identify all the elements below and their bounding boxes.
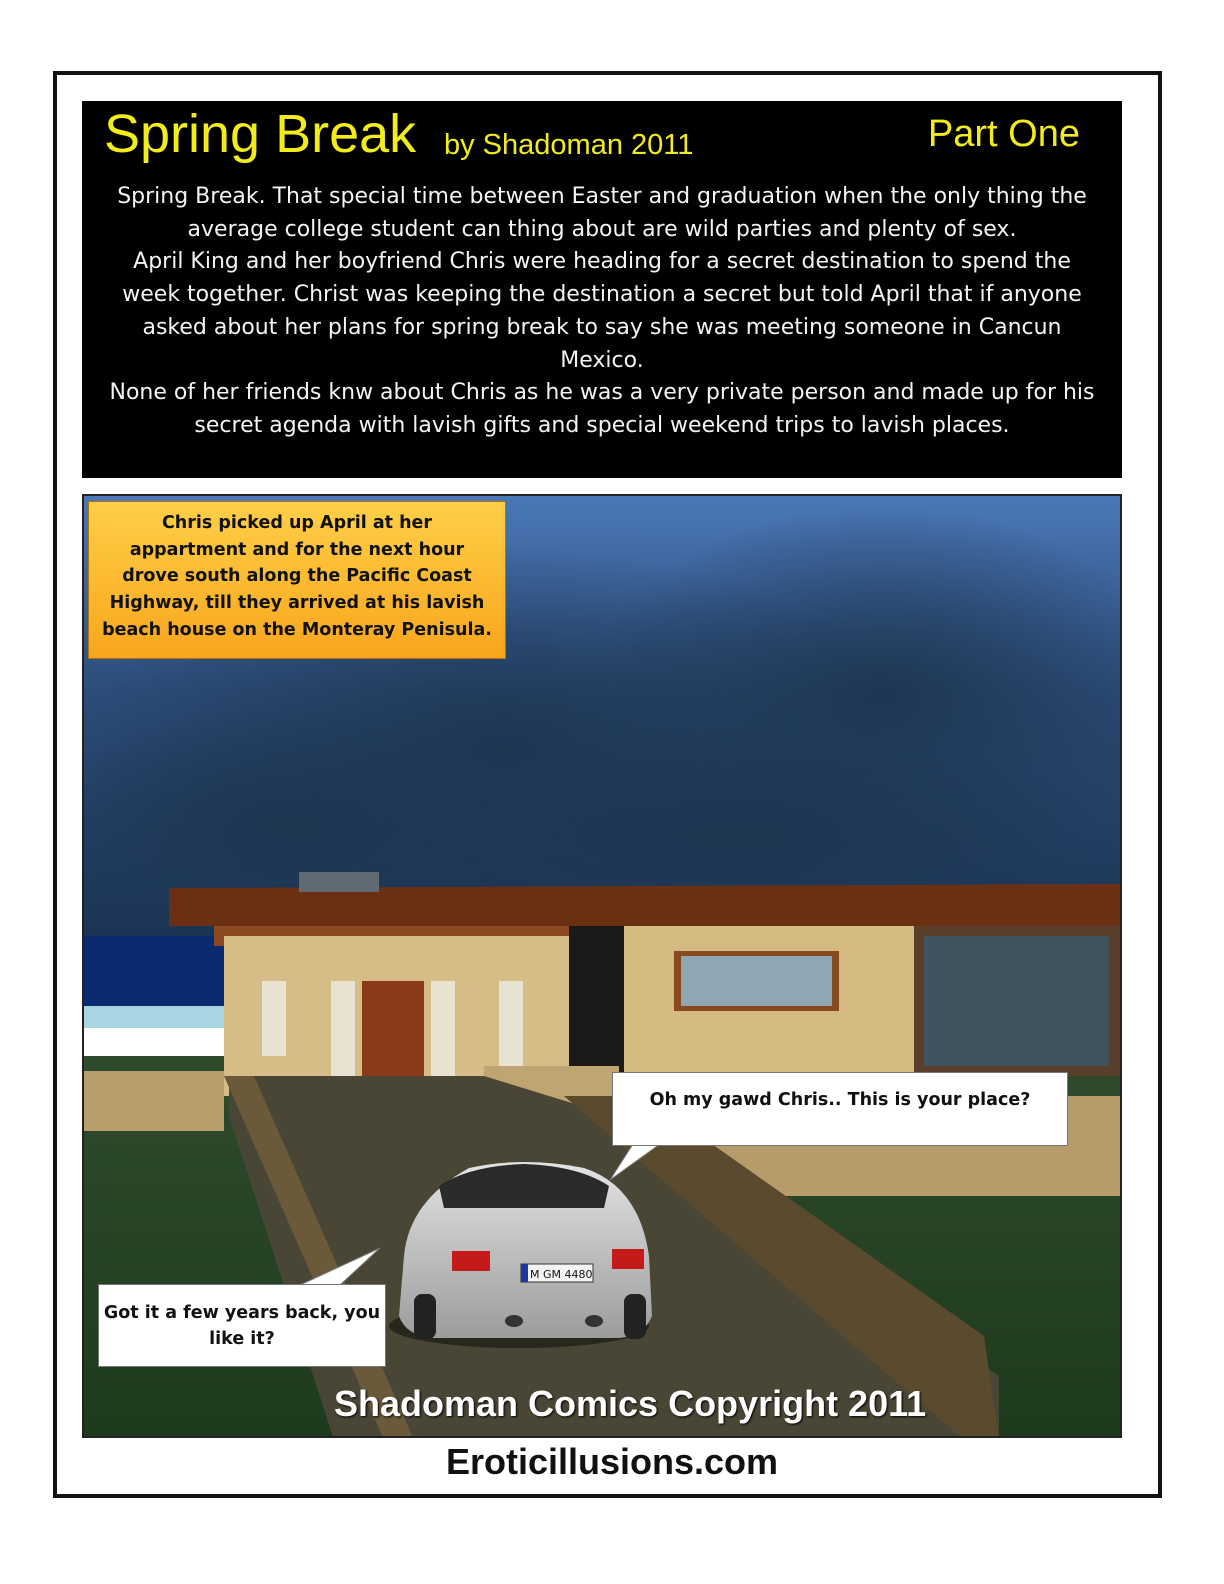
comic-part: Part One [927,113,1080,155]
intro-paragraph-2: April King and her boyfriend Chris were heading for a secret destination to spend the week together. Christ was keeping the destination a secret but told April that if anyone asked about her plans for spring break to say she was meeting someone in Cancun Mexico. [122,249,1082,373]
intro-text [108,181,1096,443]
caption-text: Chris picked up April at her appartment and for the next hour drove south along the Pacific Coast Highway, till they arrived at his lavish beach house on the Monteray Penisula. [102,513,492,640]
caption-box [88,501,506,659]
copyright-text: Shadoman Comics Copyright 2011 [334,1383,927,1424]
site-link[interactable]: Eroticillusions.com [445,1441,779,1482]
comic-byline: by Shadoman 2011 [444,129,694,161]
intro-paragraph-3: None of her friends knw about Chris as he was a very private person and made up for his secret agenda with lavish gifts and special weekend trips to lavish places. [109,380,1095,438]
intro-paragraph-1: Spring Break. That special time between Easter and graduation when the only thing the average college student can thing about are wild parties and plenty of sex. [117,184,1087,242]
speech-bubble-chris [98,1284,386,1367]
speech-bubble-april-text: Oh my gawd Chris.. This is your place? [649,1090,1031,1110]
speech-bubble-april [612,1072,1068,1146]
title-panel [82,101,1122,478]
comic-title: Spring Break [104,104,417,164]
speech-bubble-chris-text: Got it a few years back, you like it? [103,1303,381,1349]
license-plate: M GM 4480 [530,1268,593,1281]
